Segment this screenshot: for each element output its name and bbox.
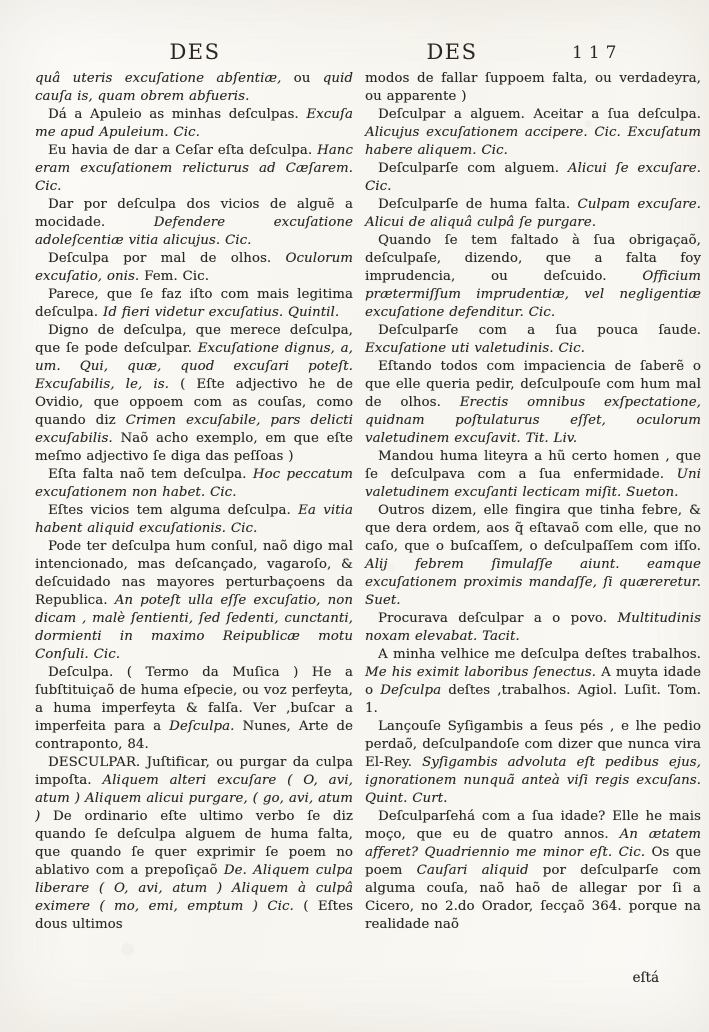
latin-phrase: Excuſatione dignus, a, um. Qui, quæ, quod excuſari poteſt. Excuſabilis, le, is.: [35, 341, 353, 392]
portuguese-phrase: Naõ acho exemplo, em que eſte meſmo adjectivo ſe diga das peſſoas ): [35, 431, 354, 464]
paragraph: [365, 196, 701, 232]
portuguese-phrase: ( Eſte adjectivo he de Ovidio, que oppoem com as couſas, como quando diz: [35, 377, 353, 428]
portuguese-phrase: Outros dizem, elle fingira que tinha febre, & que dera ordem, aos q̃ eſtavaõ com elle, que no caſo, que o buſcaſſem, o deſculpaſſem com iſſo.: [365, 503, 701, 554]
latin-phrase: Alij febrem ſimulaſſe aiunt. eamque excuſationem proximis mandaſſe, ſi quæreretur. Suet.: [365, 557, 701, 608]
portuguese-phrase: por deſculparſe com alguma couſa, naõ haõ de allegar por ſi a Cicero, no 2.do Orador, ſecçaõ 364. porque na realidade naõ: [365, 863, 701, 932]
latin-phrase: An poteſt ulla eſſe excuſatio, non dicam , malè ſentienti, ſed ſedenti, cunctanti, dormienti in maximo Reipublicæ motu Conſuli. Cic.: [35, 593, 354, 662]
portuguese-phrase: A muyta idade o: [365, 665, 701, 698]
paragraph: [365, 358, 701, 448]
latin-phrase: An ætatem afferet? Quadriennio me minor eſt. Cic.: [365, 827, 701, 860]
paragraph: [365, 448, 701, 502]
portuguese-phrase: Fem. Cic.: [144, 269, 210, 284]
latin-phrase: quâ uteris excuſatione abſentiæ,: [35, 71, 294, 86]
portuguese-phrase: Deſculpa por mal de olhos.: [48, 251, 286, 266]
latin-phrase: Alicujus excuſationem accipere. Cic. Excuſatum habere aliquem. Cic.: [365, 125, 701, 158]
portuguese-phrase: Deſculparſe com alguem.: [378, 161, 568, 176]
latin-phrase: De. Aliquem culpa liberare ( O, avi, atum ) Aliquem à culpâ eximere ( mo, emi, emptum ) Cic.: [35, 863, 353, 914]
portuguese-phrase: Eſtando todos com impaciencia de ſaberẽ o que elle queria pedir, deſculpouſe com hum mal de olhos.: [365, 359, 701, 410]
portuguese-phrase: deſtes ,trabalhos. Agiol. Luſit. Tom. 1.: [365, 683, 701, 716]
latin-phrase: Uni valetudinem excuſanti lecticam miſit. Sueton.: [365, 467, 701, 500]
paragraph: [365, 610, 701, 646]
portuguese-phrase: A minha velhice me deſculpa deſtes trabalhos.: [378, 647, 701, 662]
portuguese-phrase: Digno de deſculpa, que merece deſculpa, que ſe pode deſculpar.: [35, 323, 353, 356]
portuguese-phrase: Procurava deſculpar a o povo.: [378, 611, 618, 626]
paragraph: [35, 664, 353, 754]
paragraph: [35, 322, 353, 466]
portuguese-phrase: DESCULPAR. Juſtificar, ou purgar da culpa impoſta.: [35, 755, 353, 788]
running-head-left: DES: [169, 40, 221, 64]
latin-phrase: Syſigambis advoluta eſt pedibus ejus, ignorationem nunquã anteà viſi regis excuſans. Quint. Curt.: [365, 755, 701, 806]
portuguese-phrase: modos de fallar ſuppoem falta, ou verdadeyra, ou apparente ): [365, 71, 701, 104]
latin-phrase: Crimen excuſabile, pars delicti excuſabilis.: [35, 413, 353, 446]
latin-phrase: quid cauſa is, quam obrem abfueris.: [35, 71, 353, 104]
portuguese-phrase: Pode ter deſculpa hum conſul, naõ digo mal intencionado, mas deſcançado, vagaroſo, & deſcuidado nas mayores perturbaçoens da Republica.: [35, 539, 353, 608]
portuguese-phrase: ou: [293, 71, 323, 86]
latin-phrase: Defendere excuſatione adoleſcentiæ vitia alicujus. Cic.: [35, 215, 353, 248]
latin-phrase: Deſculpa.: [169, 719, 243, 734]
page-number: 117: [572, 43, 623, 63]
portuguese-phrase: Nunes, Arte de contraponto, 84.: [35, 719, 354, 752]
portuguese-phrase: Deſculpar a alguem. Aceitar a ſua deſculpa.: [378, 107, 701, 122]
latin-phrase: Oculorum excuſatio, onis.: [35, 251, 353, 284]
portuguese-phrase: Parece, que ſe faz iſto com mais legitima deſculpa.: [35, 287, 353, 320]
paragraph: [35, 466, 353, 502]
paragraph: [365, 160, 701, 196]
portuguese-phrase: Lançouſe Syſigambis a ſeus pés , e lhe pedio perdaõ, deſculpandoſe com dizer que nunca vira El-Rey.: [365, 719, 701, 770]
text-column-right: [365, 70, 701, 934]
latin-phrase: Aliquem alteri excuſare ( O, avi, atum ) Aliquem alicui purgare, ( go, avi, atum ): [35, 773, 353, 824]
running-head: [0, 40, 709, 68]
catchword: eſtá: [632, 970, 659, 986]
portuguese-phrase: Dá a Apuleio as minhas deſculpas.: [48, 107, 307, 122]
portuguese-phrase: Eu havia de dar a Ceſar eſta deſculpa.: [48, 143, 318, 158]
latin-phrase: Id fieri videtur excuſatius. Quintil.: [102, 305, 340, 320]
portuguese-phrase: Eſtes vicios tem alguma deſculpa.: [48, 503, 299, 518]
latin-phrase: Excuſa me apud Apuleium. Cic.: [35, 107, 353, 140]
latin-phrase: Hoc peccatum excuſationem non habet. Cic.: [35, 467, 353, 500]
paragraph: [365, 502, 701, 610]
text-columns: [35, 70, 701, 934]
paragraph: [35, 70, 353, 106]
portuguese-phrase: Quando ſe tem faltado à ſua obrigaçaõ, deſculpaſe, dizendo, que a falta foy imprudencia, ou deſcuido.: [365, 233, 701, 284]
paragraph: [35, 196, 353, 250]
paragraph: [365, 322, 701, 358]
paragraph: [35, 538, 353, 664]
paragraph: [35, 106, 353, 142]
latin-phrase: Erectis omnibus exſpectatione, quidnam poſtulaturus eſſet, oculorum valetudinem excuſavit. Tit. Liv.: [365, 395, 701, 446]
portuguese-phrase: Mandou huma liteyra a hũ certo homen , que ſe deſculpava com a ſua enfermidade.: [365, 449, 701, 482]
latin-phrase: Culpam excuſare. Alicui de aliquâ culpâ ſe purgare.: [365, 197, 701, 230]
portuguese-phrase: Deſculparſehá com a ſua idade? Elle he mais moço, que eu de quatro annos.: [365, 809, 701, 842]
paragraph: [365, 232, 701, 322]
portuguese-phrase: Deſculparſe com a ſua pouca ſaude.: [378, 323, 701, 338]
paragraph: [365, 106, 701, 160]
latin-phrase: Officium prætermiſſum imprudentiæ, vel negligentiæ excuſatione defenditur. Cic.: [365, 269, 701, 320]
paragraph: [35, 502, 353, 538]
portuguese-phrase: De ordinario eſte ultimo verbo ſe diz quando ſe deſculpa alguem de huma falta, que quando ſe quer exprimir ſe poem no ablativo com a prepoſiçaõ: [35, 809, 353, 878]
paragraph: [365, 646, 701, 718]
portuguese-phrase: Deſculparſe de huma falta.: [378, 197, 578, 212]
paragraph: [35, 250, 353, 286]
paragraph: [35, 286, 353, 322]
text-column-left: [35, 70, 353, 934]
paragraph: [365, 808, 701, 934]
running-head-right: DES: [426, 40, 478, 64]
portuguese-phrase: Os que poem: [365, 845, 701, 878]
paragraph: [35, 142, 353, 196]
paragraph: [35, 754, 353, 934]
latin-phrase: Alicui ſe excuſare. Cic.: [365, 161, 701, 194]
latin-phrase: Multitudinis noxam elevabat. Tacit.: [365, 611, 701, 644]
portuguese-phrase: Eſta falta naõ tem deſculpa.: [48, 467, 253, 482]
latin-phrase: Ea vitia habent aliquid excuſationis. Cic.: [35, 503, 353, 536]
paragraph: [365, 70, 701, 106]
portuguese-phrase: Dar por deſculpa dos vicios de alguẽ a mocidade.: [35, 197, 353, 230]
portuguese-phrase: ( Eſtes dous ultimos: [35, 899, 353, 932]
latin-phrase: Deſculpa: [380, 683, 449, 698]
latin-phrase: Cauſari aliquid: [416, 863, 543, 878]
latin-phrase: Hanc eram excuſationem relicturus ad Cæſarem. Cic.: [35, 143, 353, 194]
latin-phrase: Me his eximit laboribus ſenectus.: [365, 665, 602, 680]
latin-phrase: Excuſatione uti valetudinis. Cic.: [365, 341, 585, 356]
paragraph: [365, 718, 701, 808]
portuguese-phrase: Deſculpa. ( Termo da Muſica ) He a ſubſtituiçaõ de huma eſpecie, ou voz perfeyta, a huma imperfeyta & falſa. Ver ,buſcar a imperfeita para a: [35, 665, 353, 734]
